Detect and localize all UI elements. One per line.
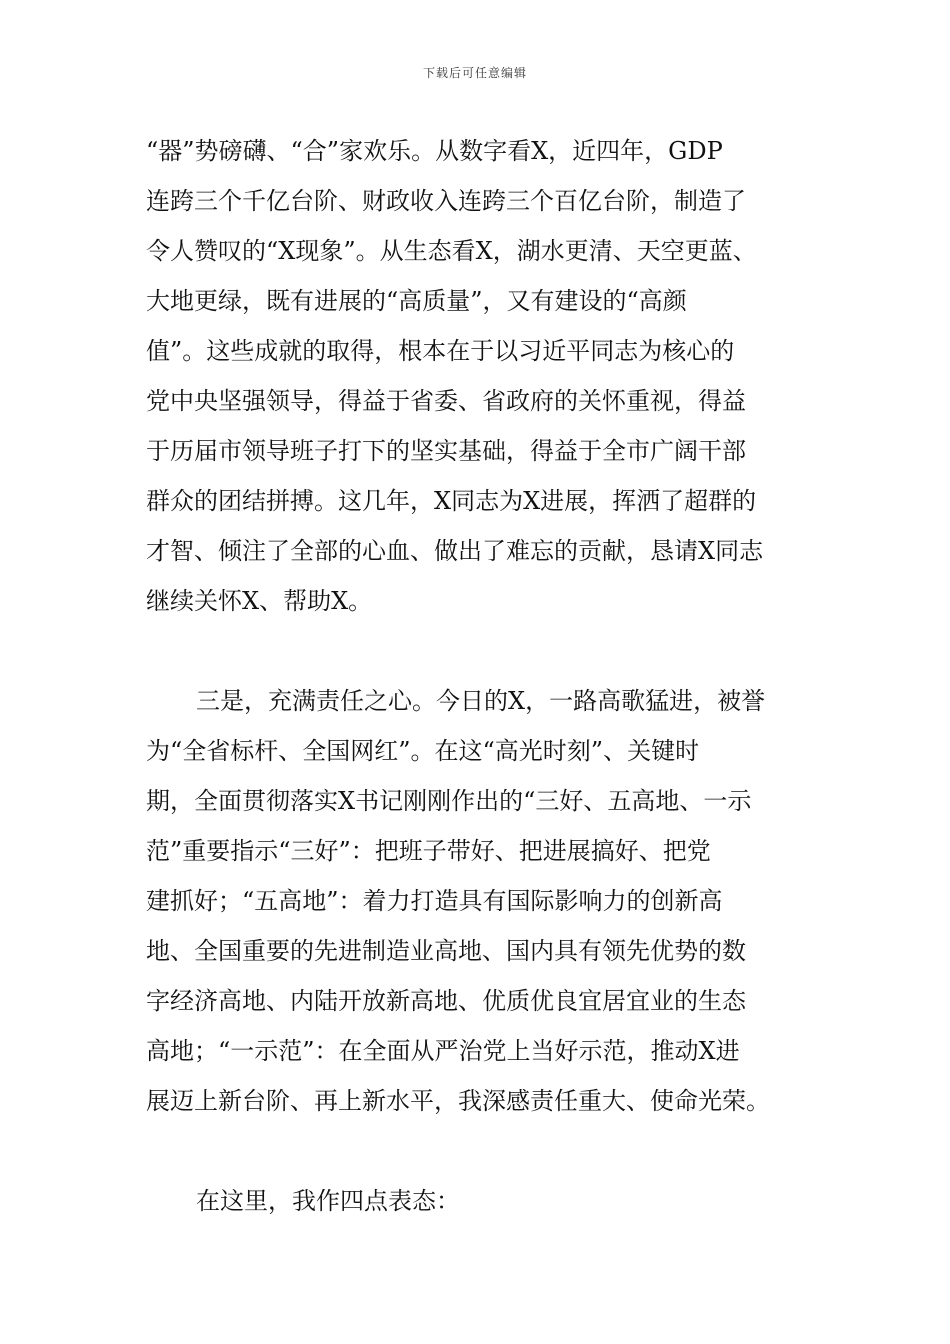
paragraph-line: 字经济高地、内陆开放新高地、优质优良宜居宜业的生态 xyxy=(146,987,746,1015)
page-header: 下载后可任意编辑 xyxy=(422,66,527,80)
paragraph-line: 继续关怀X、帮助X。 xyxy=(146,587,373,615)
paragraph-line: 范”重要指示“三好”：把班子带好、把进展搞好、把党 xyxy=(146,837,711,865)
paragraph-line: 连跨三个千亿台阶、财政收入连跨三个百亿台阶，制造了 xyxy=(146,187,746,215)
paragraph-line: 地、全国重要的先进制造业高地、国内具有领先优势的数 xyxy=(146,937,746,965)
paragraph-line: 大地更绿，既有进展的“高质量”，又有建设的“高颜 xyxy=(146,287,687,315)
paragraph-line: 于历届市领导班子打下的坚实基础，得益于全市广阔干部 xyxy=(146,437,746,465)
document-body xyxy=(146,126,836,1226)
paragraph-line: 高地；“一示范”：在全面从严治党上当好示范，推动X进 xyxy=(146,1037,740,1065)
paragraph-line: 展迈上新台阶、再上新水平，我深感责任重大、使命光荣。 xyxy=(146,1087,770,1115)
paragraph-line: 在这里，我作四点表态： xyxy=(196,1187,460,1215)
paragraph-line: 才智、倾注了全部的心血、做出了难忘的贡献，恳请X同志 xyxy=(146,537,764,565)
paragraph-gap xyxy=(146,1126,836,1176)
paragraph-line: 三是，充满责任之心。今日的X，一路高歌猛进，被誉 xyxy=(196,687,766,715)
paragraph-line: 建抓好；“五高地”：着力打造具有国际影响力的创新高 xyxy=(146,887,723,915)
paragraph-line: 令人赞叹的“X现象”。从生态看X，湖水更清、天空更蓝、 xyxy=(146,237,757,265)
paragraph-line: 为“全省标杆、全国网红”。在这“高光时刻”、关键时 xyxy=(146,737,700,765)
paragraph-line: “器”势磅礴、“合”家欢乐。从数字看X，近四年，GDP xyxy=(146,137,723,165)
paragraph-1 xyxy=(146,126,836,626)
paragraph-2 xyxy=(146,676,836,1126)
paragraph-3 xyxy=(146,1176,836,1226)
paragraph-line: 党中央坚强领导，得益于省委、省政府的关怀重视，得益 xyxy=(146,387,746,415)
paragraph-line: 值”。这些成就的取得，根本在于以习近平同志为核心的 xyxy=(146,337,735,365)
paragraph-line: 群众的团结拼搏。这几年，X同志为X进展，挥洒了超群的 xyxy=(146,487,757,515)
paragraph-gap xyxy=(146,626,836,676)
paragraph-line: 期，全面贯彻落实X书记刚刚作出的“三好、五高地、一示 xyxy=(146,787,752,815)
